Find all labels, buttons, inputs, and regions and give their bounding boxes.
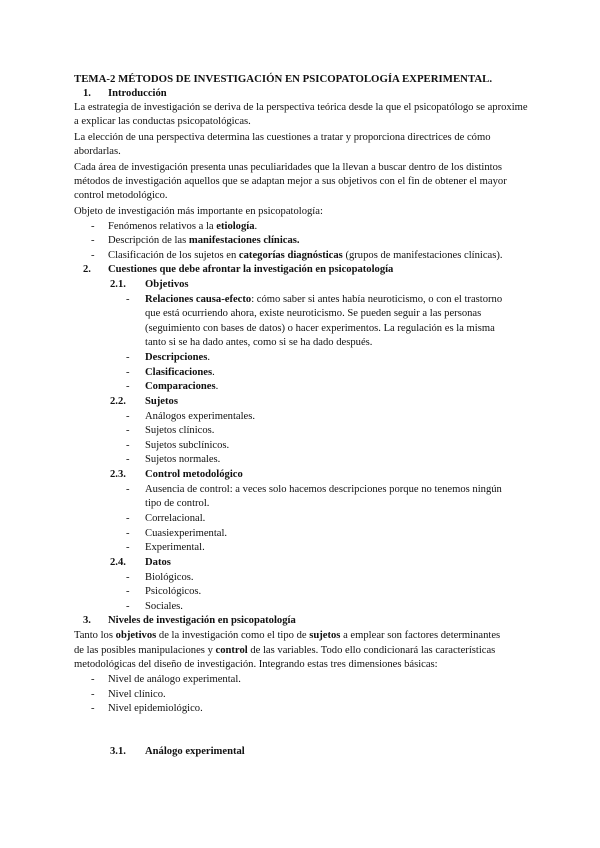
subsection-2-2-heading: Sujetos xyxy=(145,396,178,407)
intro-paragraph-4: Objeto de investigación más importante en psicopatología: xyxy=(74,206,323,217)
bullet-dash: - xyxy=(91,703,95,714)
list-item: Clasificación de los sujetos en categorías diagnósticas (grupos de manifestaciones clínicas). xyxy=(108,250,503,261)
list-item: Descripción de las manifestaciones clínicas. xyxy=(108,235,300,246)
bullet-dash: - xyxy=(91,689,95,700)
bullet-dash: - xyxy=(126,440,130,451)
section-3-heading: Niveles de investigación en psicopatología xyxy=(108,615,296,626)
bullet-dash: - xyxy=(126,411,130,422)
bullet-dash: - xyxy=(91,250,95,261)
list-item: Sujetos subclínicos. xyxy=(145,440,230,451)
section-2-number: 2. xyxy=(83,264,91,275)
list-item: Psicológicos. xyxy=(145,586,202,597)
list-item: Biológicos. xyxy=(145,572,194,583)
bullet-dash: - xyxy=(126,542,130,553)
intro-paragraph-3: Cada área de investigación presenta unas peculiaridades que la llevan a buscar dentro de los distintos métodos de investigación aquellos que se adaptan mejor a sus objetivos con el fin de obtener el mayor control metodológico. xyxy=(74,162,507,201)
bullet-dash: - xyxy=(126,572,130,583)
list-item-continuation: (seguimiento con bases de datos) o hacer experimentos. La regulación es la misma xyxy=(145,323,495,334)
bullet-dash: - xyxy=(126,381,130,392)
list-item: Sujetos normales. xyxy=(145,454,221,465)
subsection-3-1-number: 3.1. xyxy=(110,746,126,757)
subsection-2-1-number: 2.1. xyxy=(110,279,126,290)
bullet-dash: - xyxy=(91,674,95,685)
list-item: Nivel clínico. xyxy=(108,689,166,700)
list-item: Sociales. xyxy=(145,601,183,612)
bullet-dash: - xyxy=(126,294,130,305)
list-item: Fenómenos relativos a la etiología. xyxy=(108,221,258,232)
subsection-2-4-heading: Datos xyxy=(145,557,171,568)
bullet-dash: - xyxy=(126,367,130,378)
bullet-dash: - xyxy=(126,484,130,495)
bullet-dash: - xyxy=(126,513,130,524)
list-item: Ausencia de control: a veces solo hacemos descripciones porque no tenemos ningún xyxy=(145,484,502,495)
bullet-dash: - xyxy=(91,221,95,232)
list-item: Nivel de análogo experimental. xyxy=(108,674,241,685)
section-1-number: 1. xyxy=(83,88,91,99)
section-3-paragraph-line: Tanto los objetivos de la investigación como el tipo de sujetos a emplear son factores determinantes xyxy=(74,630,501,641)
list-item: Cuasiexperimental. xyxy=(145,528,228,539)
bullet-dash: - xyxy=(126,425,130,436)
list-item: Análogos experimentales. xyxy=(145,411,256,422)
list-item-continuation: que está ocurriendo ahora, existe neuroticismo. Se pueden seguir a las personas xyxy=(145,308,482,319)
section-1-heading: Introducción xyxy=(108,88,167,99)
intro-paragraph-1: La estrategia de investigación se deriva de la perspectiva teórica desde la que el psicopatólogo se aproxime a explicar las conductas psicopatológicas. xyxy=(74,102,528,127)
bullet-dash: - xyxy=(126,454,130,465)
bullet-dash: - xyxy=(126,586,130,597)
subsection-3-1-heading: Análogo experimental xyxy=(145,746,245,757)
list-item: Sujetos clínicos. xyxy=(145,425,215,436)
bullet-dash: - xyxy=(126,352,130,363)
subsection-2-3-heading: Control metodológico xyxy=(145,469,243,480)
page-title: TEMA-2 MÉTODOS DE INVESTIGACIÓN EN PSICOPATOLOGÍA EXPERIMENTAL. xyxy=(74,73,493,85)
subsection-2-1-heading: Objetivos xyxy=(145,279,189,290)
list-item: Comparaciones. xyxy=(145,381,219,392)
subsection-2-4-number: 2.4. xyxy=(110,557,126,568)
list-item: Descripciones. xyxy=(145,352,211,363)
list-item: Correlacional. xyxy=(145,513,206,524)
section-2-heading: Cuestiones que debe afrontar la investigación en psicopatología xyxy=(108,264,394,275)
section-3-paragraph-line: metodológicas del diseño de investigación. Integrando estas tres dimensiones básicas: xyxy=(74,659,438,670)
section-3-paragraph-line: de las posibles manipulaciones y control de las variables. Todo ello condicionará las características xyxy=(74,645,496,656)
list-item: Relaciones causa-efecto: cómo saber si antes había neuroticismo, o con el trastorno xyxy=(145,294,503,305)
list-item: Clasificaciones. xyxy=(145,367,215,378)
list-item-continuation: tanto si se ha dado antes, como si se ha dado después. xyxy=(145,337,373,348)
subsection-2-3-number: 2.3. xyxy=(110,469,126,480)
section-3-number: 3. xyxy=(83,615,91,626)
list-item: Experimental. xyxy=(145,542,205,553)
intro-paragraph-2: La elección de una perspectiva determina las cuestiones a tratar y proporciona directrices de cómo abordarlas. xyxy=(74,132,491,157)
subsection-2-2-number: 2.2. xyxy=(110,396,126,407)
list-item: Nivel epidemiológico. xyxy=(108,703,203,714)
bullet-dash: - xyxy=(126,601,130,612)
bullet-dash: - xyxy=(126,528,130,539)
list-item-continuation: tipo de control. xyxy=(145,498,210,509)
bullet-dash: - xyxy=(91,235,95,246)
